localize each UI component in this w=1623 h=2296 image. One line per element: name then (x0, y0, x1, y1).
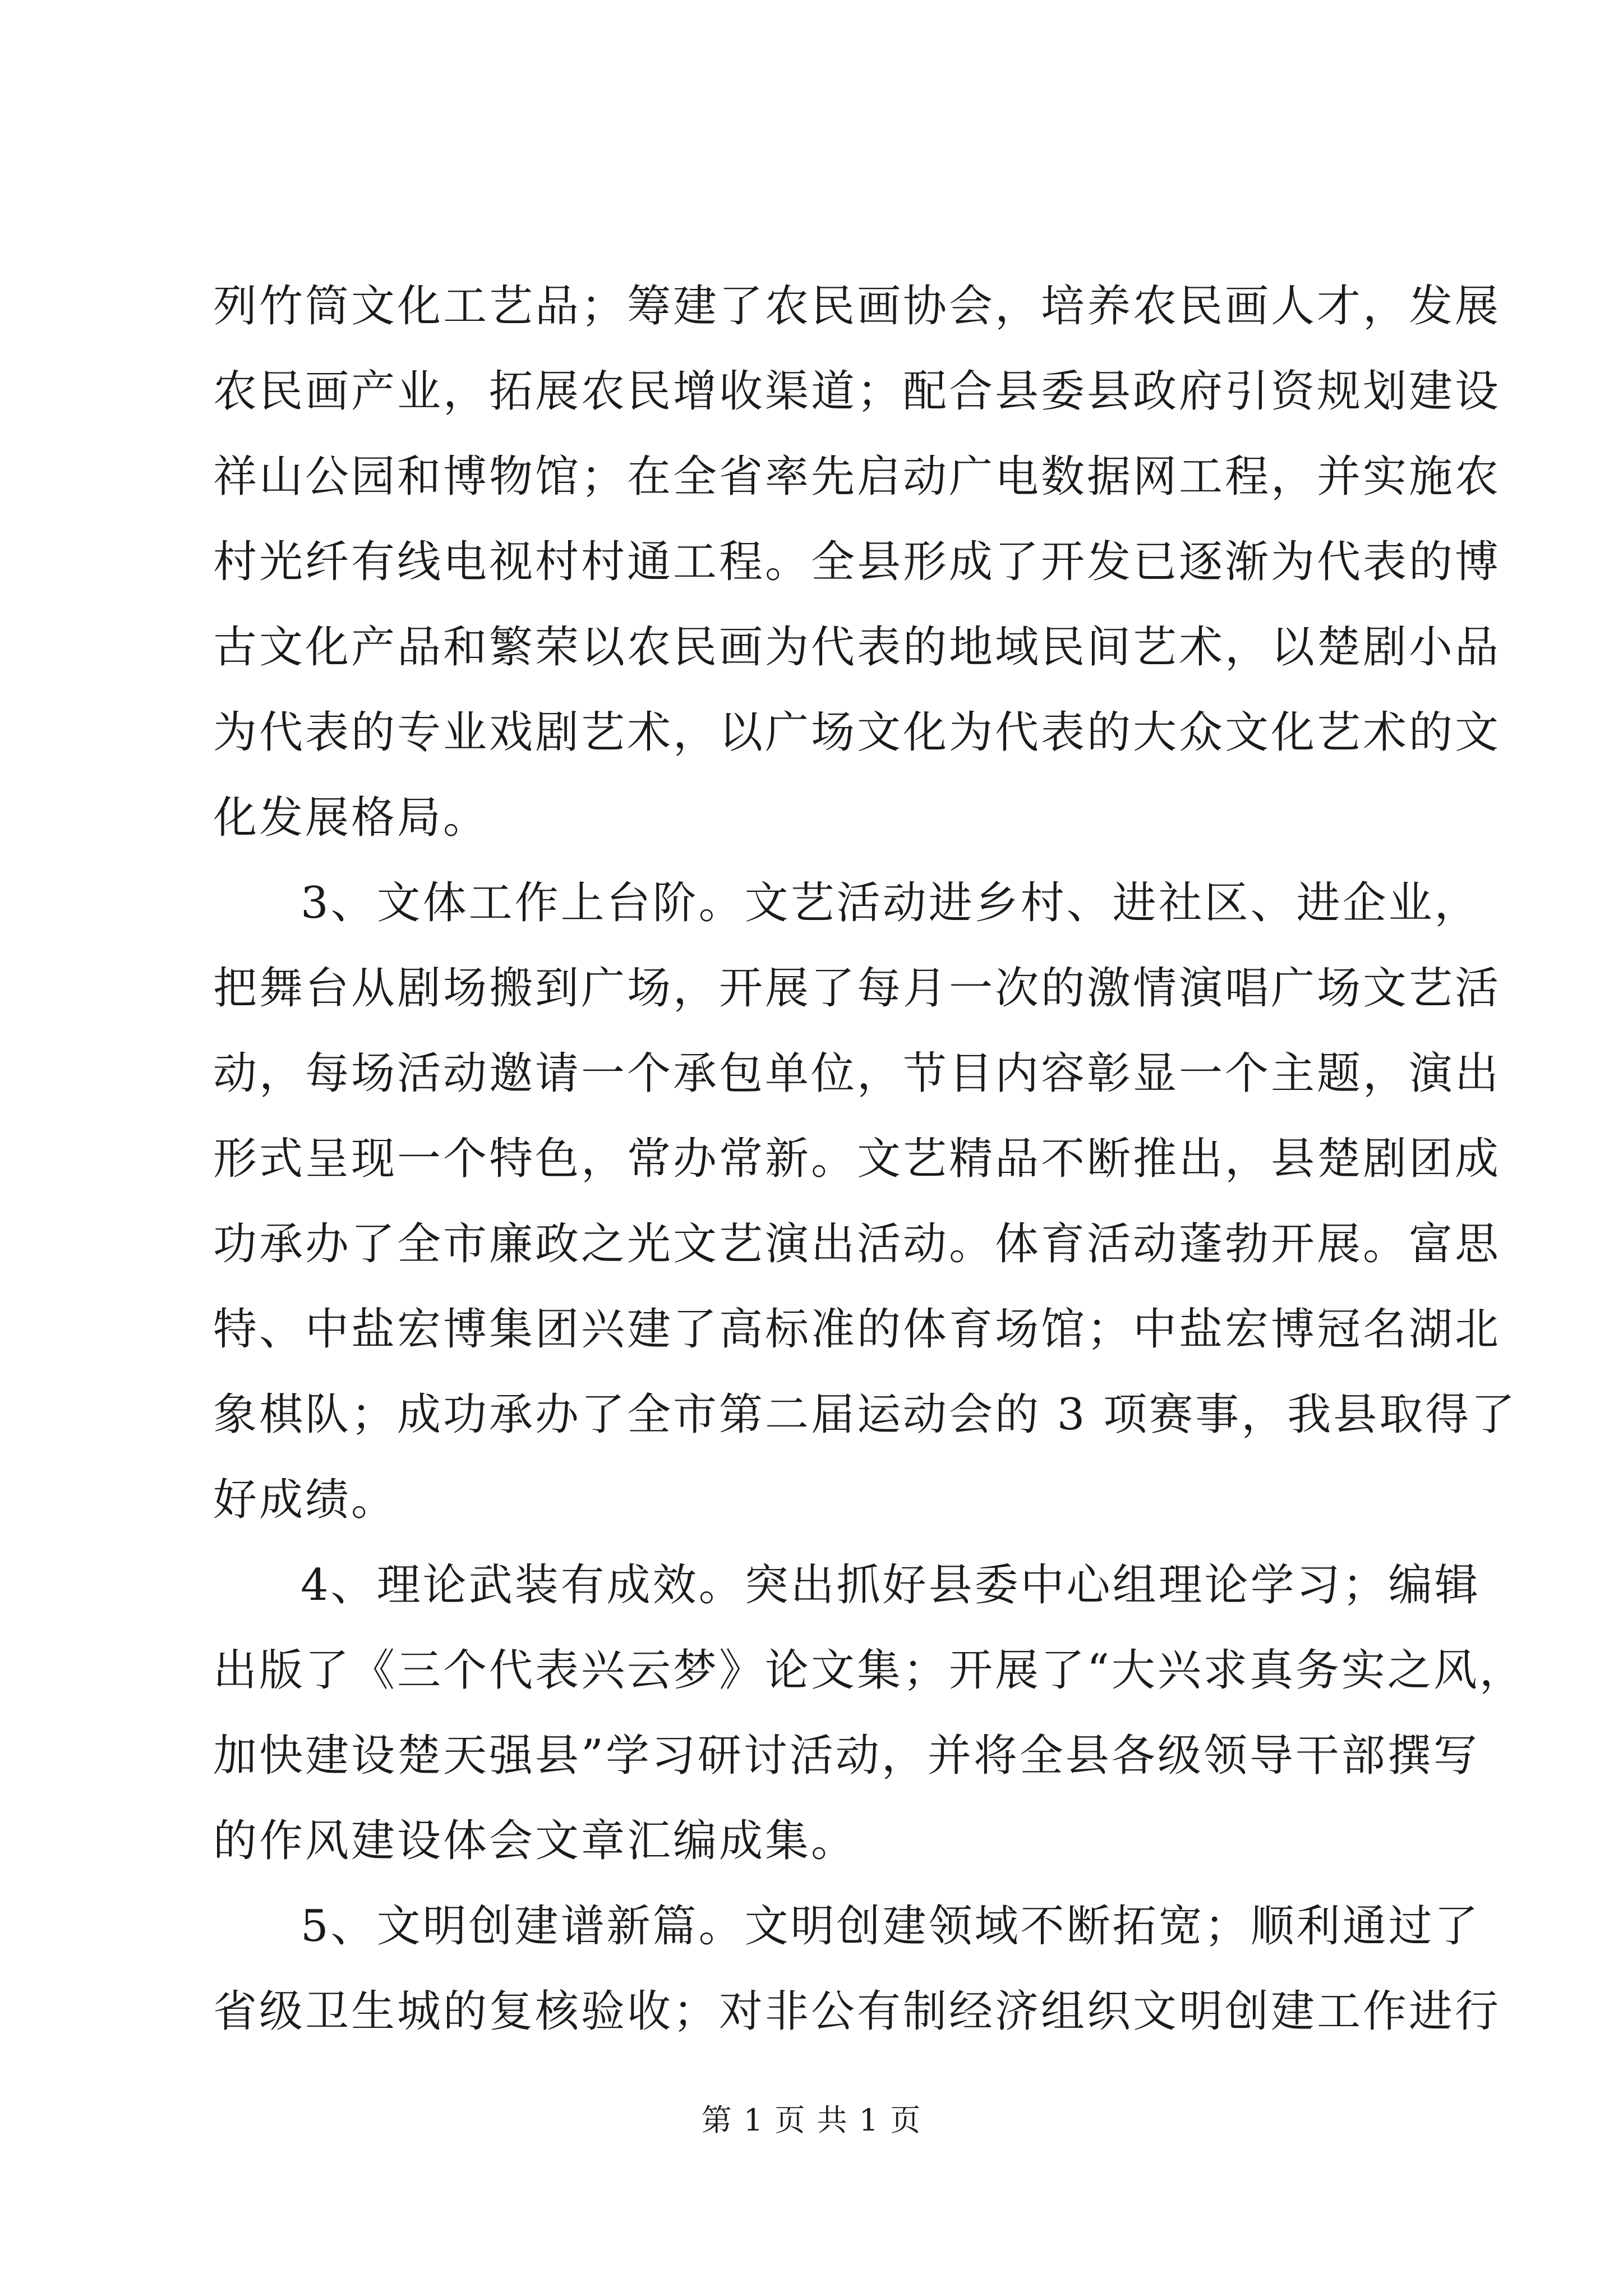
text-line: 省级卫生城的复核验收；对非公有制经济组织文明创建工作进行 (213, 1986, 1501, 2037)
text-line: 古文化产品和繁荣以农民画为代表的地域民间艺术，以楚剧小品 (213, 622, 1501, 673)
text-line: 的作风建设体会文章汇编成集。 (213, 1816, 857, 1866)
text-line: 村光纤有线电视村村通工程。全县形成了开发已逐渐为代表的博 (213, 537, 1501, 587)
text-line: 功承办了全市廉政之光文艺演出活动。体育活动蓬勃开展。富思 (213, 1219, 1501, 1269)
page-footer: 第 1 页 共 1 页 (701, 2102, 922, 2138)
text-line: 形式呈现一个特色，常办常新。文艺精品不断推出，县楚剧团成 (213, 1134, 1501, 1184)
text-line: 加快建设楚天强县”学习研讨活动，并将全县各级领导干部撰写 (213, 1731, 1479, 1781)
text-line: 把舞台从剧场搬到广场，开展了每月一次的激情演唱广场文艺活 (213, 963, 1501, 1014)
text-line: 列竹筒文化工艺品；筹建了农民画协会，培养农民画人才，发展 (213, 281, 1501, 332)
text-line: 好成绩。 (213, 1475, 398, 1525)
document-body (213, 264, 1525, 2054)
text-line: 为代表的专业戏剧艺术，以广场文化为代表的大众文化艺术的文 (213, 707, 1501, 758)
text-line: 祥山公园和博物馆；在全省率先启动广电数据网工程，并实施农 (213, 452, 1501, 502)
text-line: 象棋队；成功承办了全市第二届运动会的 3 项赛事，我县取得了 (213, 1389, 1518, 1440)
text-line: 特、中盐宏博集团兴建了高标准的体育场馆；中盐宏博冠名湖北 (213, 1304, 1501, 1355)
text-line: 动，每场活动邀请一个承包单位，节目内容彰显一个主题，演出 (213, 1048, 1501, 1099)
text-line: 出版了《三个代表兴云梦》论文集；开展了“大兴求真务实之风， (213, 1645, 1525, 1696)
text-line: 农民画产业，拓展农民增收渠道；配合县委县政府引资规划建设 (213, 366, 1501, 417)
paragraph-5-first-line: 5、文明创建谱新篇。文明创建领域不断拓宽；顺利通过了 (301, 1901, 1481, 1952)
text-line: 化发展格局。 (213, 793, 490, 843)
paragraph-3-first-line: 3、文体工作上台阶。文艺活动进乡村、进社区、进企业， (301, 878, 1481, 928)
paragraph-4-first-line: 4、理论武装有成效。突出抓好县委中心组理论学习；编辑 (301, 1560, 1481, 1611)
